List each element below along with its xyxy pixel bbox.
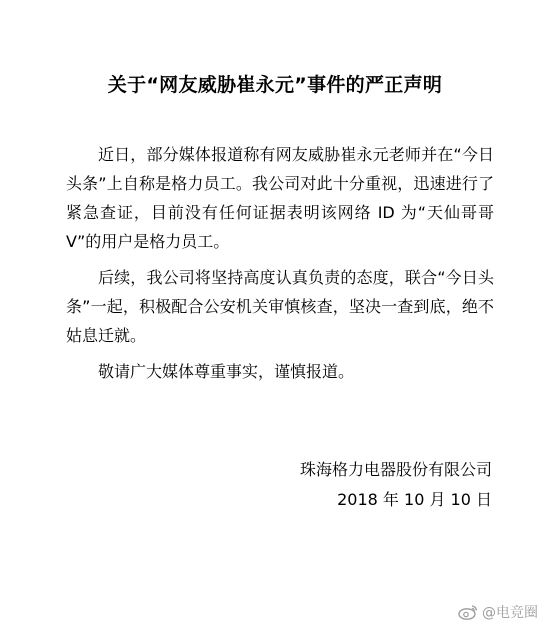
signature-date: 2018 年 10 月 10 日	[337, 490, 492, 509]
paragraph-1: 近日，部分媒体报道称有网友威胁崔永元老师并在“今日头条”上自称是格力员工。我公司对此十分重视，迅速进行了紧急查证，目前没有任何证据表明该网络 ID 为“天仙哥哥 V”的用户是格力员工。	[66, 145, 494, 251]
weibo-logo-icon	[458, 604, 478, 620]
signature-company: 珠海格力电器股份有限公司	[299, 460, 492, 479]
watermark-text: @电竞圈	[482, 605, 538, 621]
paragraph-3: 敬请广大媒体尊重事实，谨慎报道。	[98, 362, 355, 381]
paragraph-2: 后续，我公司将坚持高度认真负责的态度，联合“今日头条”一起，积极配合公安机关审慎核查，坚决一查到底，绝不姑息迁就。	[66, 268, 494, 345]
weibo-watermark	[458, 602, 538, 622]
document-title: 关于“网友威胁崔永元”事件的严正声明	[107, 74, 443, 96]
